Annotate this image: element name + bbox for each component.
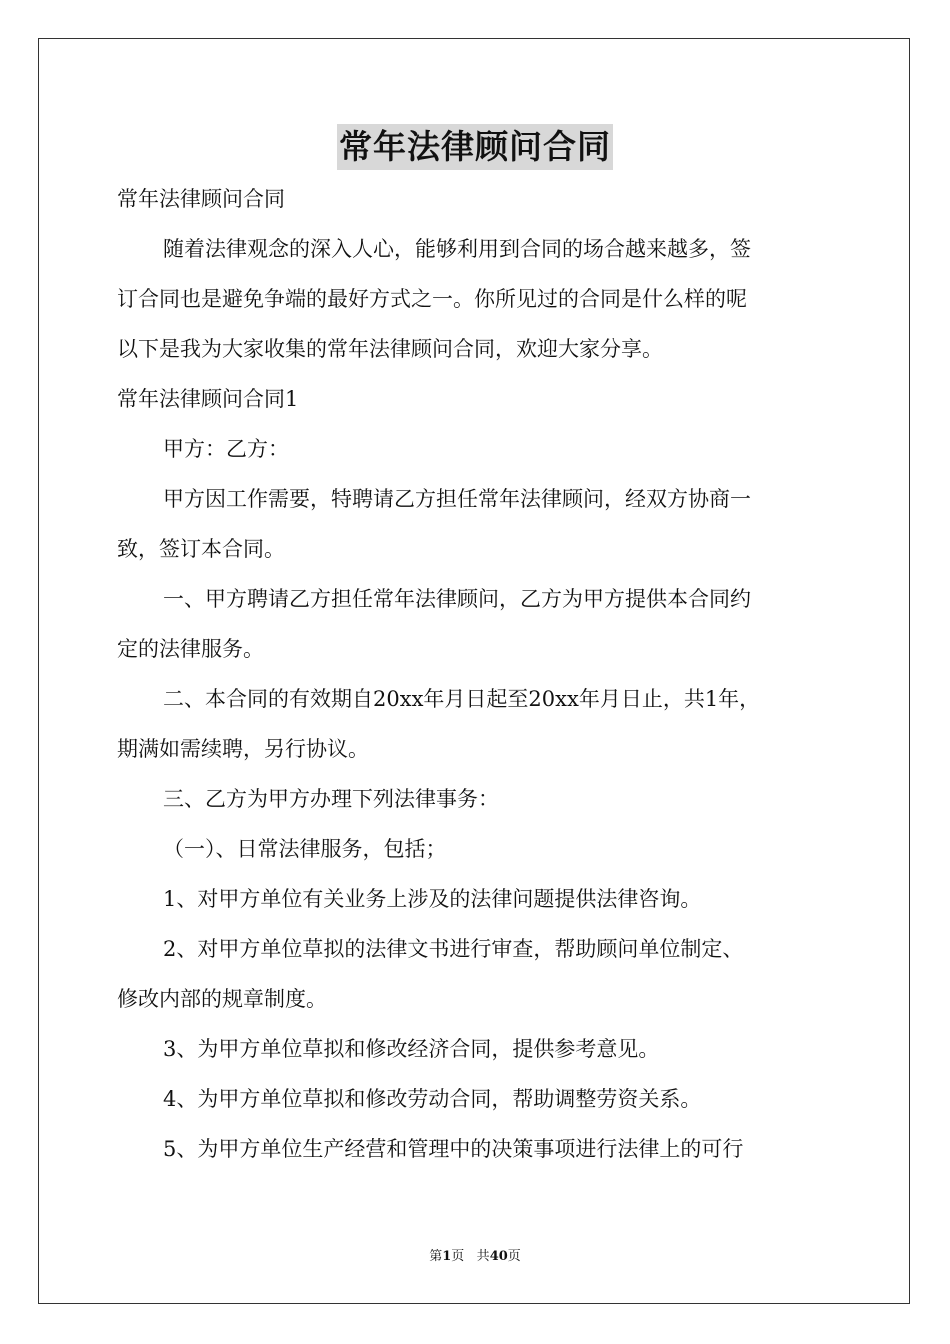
document-title: 常年法律顾问合同 — [337, 124, 613, 170]
title-container — [0, 124, 950, 170]
text-line: 三、乙方为甲方办理下列法律事务： — [163, 787, 499, 811]
total-pages-number: 40 — [489, 1249, 508, 1264]
text-line: 致，签订本合同。 — [117, 537, 285, 561]
text-line: 二、本合同的有效期自20xx年月日起至20xx年月日止，共1年， — [163, 687, 761, 711]
page-footer — [0, 1248, 950, 1266]
text-line: （一）、日常法律服务，包括； — [163, 837, 447, 861]
text-line: 一、甲方聘请乙方担任常年法律顾问，乙方为甲方提供本合同约 — [163, 587, 751, 611]
text-line: 以下是我为大家收集的常年法律顾问合同，欢迎大家分享。 — [117, 337, 663, 361]
text-line: 5、为甲方单位生产经营和管理中的决策事项进行法律上的可行 — [163, 1137, 744, 1161]
current-page-number: 1 — [442, 1249, 452, 1264]
subtitle-line: 常年法律顾问合同 — [117, 187, 285, 211]
page-prefix: 第 — [429, 1249, 443, 1264]
section-heading: 常年法律顾问合同1 — [117, 387, 299, 411]
total-suffix: 页 — [507, 1249, 521, 1264]
page-frame — [38, 38, 910, 1304]
text-line: 定的法律服务。 — [117, 637, 264, 661]
total-prefix: 共 — [476, 1249, 490, 1264]
text-line: 3、为甲方单位草拟和修改经济合同，提供参考意见。 — [163, 1037, 660, 1061]
page-suffix: 页 — [451, 1249, 465, 1264]
text-line: 修改内部的规章制度。 — [117, 987, 327, 1011]
text-line: 1、对甲方单位有关业务上涉及的法律问题提供法律咨询。 — [163, 887, 702, 911]
text-line: 随着法律观念的深入人心，能够利用到合同的场合越来越多，签 — [163, 237, 751, 261]
text-line: 订合同也是避免争端的最好方式之一。你所见过的合同是什么样的呢 — [117, 287, 747, 311]
text-line: 期满如需续聘，另行协议。 — [117, 737, 369, 761]
text-line: 甲方因工作需要，特聘请乙方担任常年法律顾问，经双方协商一 — [163, 487, 751, 511]
text-line: 2、对甲方单位草拟的法律文书进行审查，帮助顾问单位制定、 — [163, 937, 744, 961]
text-line: 4、为甲方单位草拟和修改劳动合同，帮助调整劳资关系。 — [163, 1087, 702, 1111]
text-line: 甲方：乙方： — [163, 437, 289, 461]
